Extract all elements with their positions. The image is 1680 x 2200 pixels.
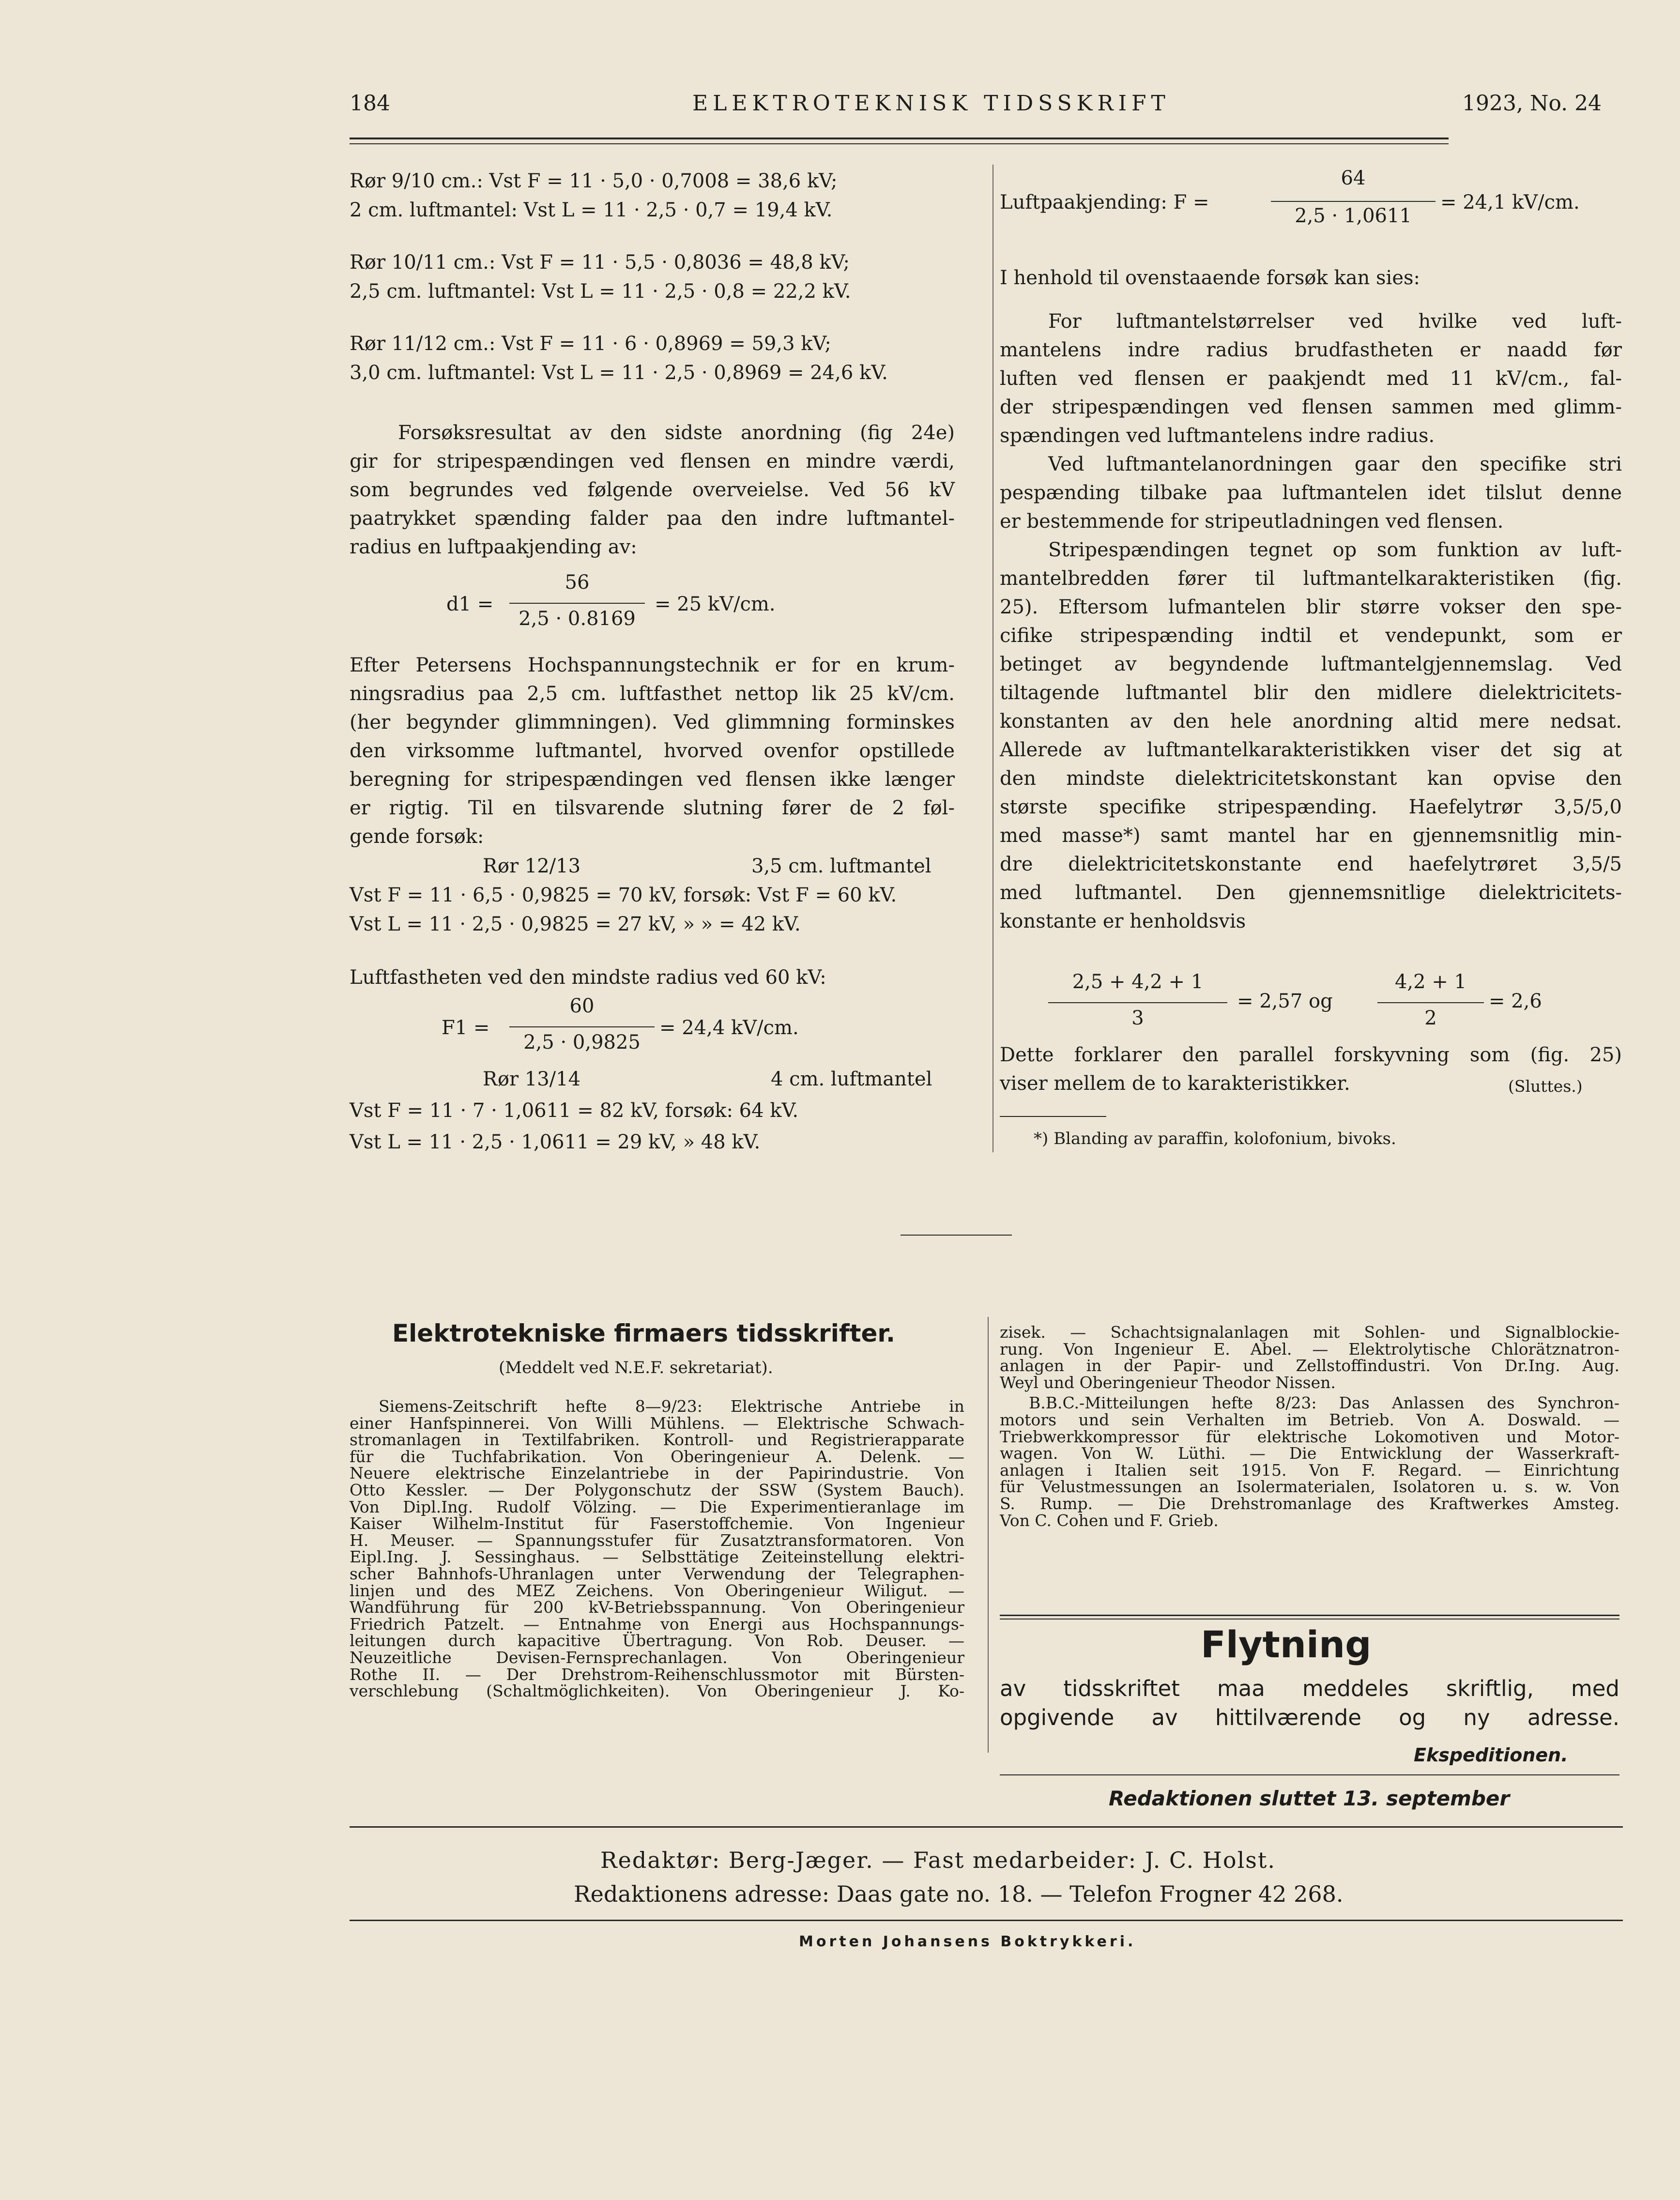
column-divider-lower: [988, 1317, 989, 1753]
notice-signature: Ekspeditionen.: [1414, 1744, 1568, 1766]
formula-rhs: = 24,1 kV/cm.: [1440, 191, 1580, 214]
text-line: Efter Petersens Hochspannungstechnik er for en krum-: [350, 654, 955, 676]
text-line: der stripespændingen ved flensen sammen med glimm-: [1000, 396, 1622, 418]
text-line: viser mellem de to karakteristikker.: [1000, 1072, 1350, 1095]
text-line: 25). Eftersom lufmantelen blir større vokser den spe-: [1000, 596, 1622, 618]
text-line: H. Meuser. — Spannungsstufer für Zusatztransformatoren. Von: [350, 1530, 964, 1550]
formula-denominator: 2,5 · 0.8169: [519, 608, 636, 630]
test-tube: Rør 12/13: [483, 855, 581, 877]
notice-body: [1000, 1674, 1619, 1732]
text-line: wagen. Von W. Lüthi. — Die Entwicklung der Wasserkraft-: [1000, 1444, 1619, 1463]
text-line: Eipl.Ing. J. Sessinghaus. — Selbsttätige Zeiteinstellung elektri-: [350, 1547, 964, 1567]
text-line: Stripespændingen tegnet op som funktion av luft-: [1048, 539, 1622, 561]
text-line: Friedrich Patzelt. — Entnahme von Energi aus Hochspannungs-: [350, 1614, 964, 1634]
text-line: Neuere elektrische Einzelantriebe in der Papirindustrie. Von: [350, 1464, 964, 1483]
test-line: Vst L = 11 · 2,5 · 0,9825 = 27 kV, » » = 42 kV.: [350, 913, 801, 935]
text-line: rung. Von Ingenieur E. Abel. — Elektrolytische Chlorätznatron-: [1000, 1339, 1619, 1359]
footnote-rule: [1000, 1116, 1106, 1117]
text-line: som begrundes ved følgende overveielse. Ved 56 kV: [350, 479, 955, 501]
formula-lhs: F1 =: [442, 1017, 490, 1039]
formula-numerator: 64: [1341, 167, 1366, 189]
text-line: konstante er henholdsvis: [1000, 910, 1246, 932]
text-line: cifike stripespænding indtil et vendepunkt, som er: [1000, 625, 1622, 647]
text-line: zisek. — Schachtsignalanlagen mit Sohlen- und Signalblockie-: [1000, 1323, 1619, 1342]
test-mantel: 4 cm. luftmantel: [771, 1068, 932, 1090]
text-line: anlagen i Italien seit 1915. Von F. Regard. — Einrichtung: [1000, 1460, 1619, 1480]
formula-numerator: 4,2 + 1: [1394, 971, 1466, 993]
text-line: ningsradius paa 2,5 cm. luftfasthet nettop lik 25 kV/cm.: [350, 683, 955, 705]
text-line: med luftmantel. Den gjennemsnitlige dielektricitets-: [1000, 882, 1622, 904]
formula-lhs: Luftpaakjending: F =: [1000, 191, 1209, 214]
text-line: Dette forklarer den parallel forskyvning som (fig. 25): [1000, 1044, 1622, 1066]
firms-subtitle: (Meddelt ved N.E.F. sekretariat).: [499, 1358, 773, 1377]
text-line: gende forsøk:: [350, 825, 484, 848]
text-line: einer Hanfspinnerei. Von Willi Mühlens. — Elektrische Schwach-: [350, 1413, 964, 1433]
formula-numerator: 2,5 + 4,2 + 1: [1072, 971, 1204, 993]
formula-denominator: 2,5 · 0,9825: [523, 1031, 641, 1054]
text-line: linjen und des MEZ Zeichens. Von Oberingenieur Wiligut. —: [350, 1581, 964, 1600]
text-line: av tidsskriftet maa meddeles skriftlig, med: [1000, 1676, 1619, 1701]
formula-lhs: d1 =: [446, 593, 494, 615]
text-line: Von C. Cohen und F. Grieb.: [1000, 1511, 1219, 1530]
fraction-bar: [1048, 1002, 1227, 1003]
calc-line: Rør 10/11 cm.: Vst F = 11 · 5,5 · 0,8036 = 48,8 kV;: [350, 251, 850, 274]
page-number: 184: [350, 91, 390, 116]
formula-denominator: 2,5 · 1,0611: [1295, 205, 1412, 227]
formula-rhs: = 2,6: [1489, 990, 1542, 1012]
text-line: dre dielektricitetskonstante end haefelytrøret 3,5/5: [1000, 853, 1622, 875]
text-line: beregning for stripespændingen ved flensen ikke længer: [350, 768, 955, 791]
text-line: Wandführung für 200 kV-Betriebsspannung. Von Oberingenieur: [350, 1598, 964, 1617]
paragraph: [350, 419, 955, 562]
notice-rule-bottom: [1000, 1774, 1619, 1775]
formula-numerator: 60: [569, 995, 595, 1017]
text-line: Von Dipl.Ing. Rudolf Völzing. — Die Experimentieranlage im: [350, 1497, 964, 1516]
text-line: tiltagende luftmantel blir den midlere dielektricitets-: [1000, 682, 1622, 704]
text-line: opgivende av hittilværende og ny adresse.: [1000, 1705, 1619, 1730]
editor-line: Redaktør: Berg-Jæger. — Fast medarbeider: J. C. Holst.: [600, 1847, 1276, 1873]
text-line: luften ved flensen er paakjendt med 11 kV/cm., fal-: [1000, 367, 1622, 390]
calc-line: Rør 11/12 cm.: Vst F = 11 · 6 · 0,8969 = 59,3 kV;: [350, 333, 831, 355]
formula-rhs: = 24,4 kV/cm.: [659, 1017, 799, 1039]
firms-title: Elektrotekniske firmaers tidsskrifter.: [392, 1319, 895, 1347]
text-line: (her begynder glimmningen). Ved glimmning forminskes: [350, 711, 955, 733]
calc-line: 2,5 cm. luftmantel: Vst L = 11 · 2,5 · 0,8 = 22,2 kV.: [350, 280, 851, 303]
text-line: er bestemmende for stripeutladningen ved flensen.: [1000, 510, 1504, 533]
text-line: Weyl und Oberingenieur Theodor Nissen.: [1000, 1373, 1336, 1392]
text-line: med masse*) samt mantel har en gjennemsnitlig min-: [1000, 825, 1622, 847]
text-line: pespænding tilbake paa luftmantelen idet tilslut denne: [1000, 482, 1622, 504]
text-line: For luftmantelstørrelser ved hvilke ved luft-: [1048, 310, 1622, 333]
test-line: Vst F = 11 · 6,5 · 0,9825 = 70 kV, forsøk: Vst F = 60 kV.: [350, 884, 897, 906]
fraction-bar: [1377, 1002, 1484, 1003]
section-separator: [901, 1235, 1012, 1236]
formula-rhs: = 25 kV/cm.: [655, 593, 776, 615]
text-line: mantelens indre radius brudfastheten er naadd før: [1000, 339, 1622, 361]
text-line: motors und sein Verhalten im Betrieb. Von A. Doswald. —: [1000, 1410, 1619, 1429]
test-tube: Rør 13/14: [483, 1068, 581, 1090]
text-line: Forsøksresultat av den sidste anordning (fig 24e): [398, 422, 955, 444]
calc-line: 3,0 cm. luftmantel: Vst L = 11 · 2,5 · 0,8969 = 24,6 kV.: [350, 362, 888, 384]
text-line: B.B.C.-Mitteilungen hefte 8/23: Das Anlassen des Synchron-: [1029, 1393, 1619, 1413]
issue-label: 1923, No. 24: [1462, 91, 1602, 116]
text-line: scher Bahnhofs-Uhranlagen unter Verwendung der Telegraphen-: [350, 1564, 964, 1583]
calc-line: Rør 9/10 cm.: Vst F = 11 · 5,0 · 0,7008 = 38,6 kV;: [350, 170, 838, 192]
notice-rule: [1000, 1615, 1619, 1616]
text-line: Rothe II. — Der Drehstrom-Reihenschlussmotor mit Bürsten-: [350, 1665, 964, 1684]
text-line: den virksomme luftmantel, hvorved ovenfor opstillede: [350, 740, 955, 762]
text-line: Siemens-Zeitschrift hefte 8—9/23: Elektrische Antriebe in: [379, 1397, 964, 1416]
formula-denominator: 2: [1424, 1007, 1437, 1029]
paragraph: [1000, 307, 1622, 936]
text-line: Luftfastheten ved den mindste radius ved 60 kV:: [350, 966, 826, 989]
fraction-bar: [1271, 201, 1436, 202]
text-line: für Velustmessungen an Isolermaterialen, Isolatoren u. s. w. Von: [1000, 1477, 1619, 1497]
footer-rule: [350, 1826, 1623, 1828]
text-line: betinget av begyndende luftmantelgjennemslag. Ved: [1000, 653, 1622, 675]
text-line: für die Tuchfabrikation. Von Oberingenieur A. Delenk. —: [350, 1447, 964, 1466]
text-line: mantelbredden fører til luftmantelkarakteristiken (fig.: [1000, 567, 1622, 590]
formula-numerator: 56: [565, 571, 590, 594]
text-line: største specifike stripespænding. Haefelytrør 3,5/5,0: [1000, 796, 1622, 818]
text-line: S. Rump. — Die Drehstromanlage des Kraftwerkes Amsteg.: [1000, 1494, 1619, 1513]
test-line: Vst L = 11 · 2,5 · 1,0611 = 29 kV, » 48 kV.: [350, 1131, 761, 1153]
paragraph: [350, 651, 955, 851]
printer-line: Morten Johansens Boktrykkeri.: [799, 1933, 1136, 1950]
footnote: *) Blanding av paraffin, kolofonium, bivoks.: [1034, 1129, 1396, 1148]
text-line: Allerede av luftmantelkarakteristikken viser det sig at: [1000, 739, 1622, 761]
footer-rule-bottom: [350, 1920, 1623, 1921]
test-line: Vst F = 11 · 7 · 1,0611 = 82 kV, forsøk: 64 kV.: [350, 1100, 799, 1122]
journal-title: ELEKTROTEKNISK TIDSSKRIFT: [692, 91, 1170, 116]
text-line: Ved luftmantelanordningen gaar den specifike stri: [1048, 453, 1622, 475]
text-line: I henhold til ovenstaaende forsøk kan sies:: [1000, 267, 1420, 289]
firms-right-list: [1000, 1324, 1619, 1529]
text-line: anlagen in der Papir- und Zellstoffindustri. Von Dr.Ing. Aug.: [1000, 1356, 1619, 1375]
text-line: Neuzeitliche Devisen-Fernsprechanlagen. Von Oberingenieur: [350, 1648, 964, 1667]
text-line: Kaiser Wilhelm-Institut für Faserstoffchemie. Von Ingenieur: [350, 1514, 964, 1533]
address-line: Redaktionens adresse: Daas gate no. 18. — Telefon Frogner 42 268.: [574, 1881, 1344, 1907]
text-line: paatrykket spænding falder paa den indre luftmantel-: [350, 507, 955, 530]
formula-middle: = 2,57 og: [1237, 990, 1333, 1012]
text-line: Triebwerkkompressor für elektrische Lokomotiven und Motor-: [1000, 1427, 1619, 1446]
text-line: radius en luftpaakjending av:: [350, 536, 637, 558]
formula-denominator: 3: [1131, 1007, 1144, 1029]
text-line: gir for stripespændingen ved flensen en mindre værdi,: [350, 450, 955, 473]
fraction-bar: [509, 1026, 655, 1027]
text-line: leitungen durch kapacitive Übertragung. Von Rob. Deuser. —: [350, 1631, 964, 1650]
text-line: stromanlagen in Textilfabriken. Kontroll- und Registrierapparate: [350, 1430, 964, 1450]
text-line: spændingen ved luftmantelens indre radius.: [1000, 425, 1435, 447]
firms-left-list: [350, 1398, 964, 1700]
closing-note: Redaktionen sluttet 13. september: [1109, 1787, 1510, 1810]
text-line: Otto Kessler. — Der Polygonschutz der SSW (System Bauch).: [350, 1480, 964, 1499]
text-line: er rigtig. Til en tilsvarende slutning fører de 2 føl-: [350, 797, 955, 819]
continued-note: (Sluttes.): [1508, 1077, 1583, 1096]
header-rule: [350, 138, 1449, 139]
header-rule-thin: [350, 143, 1449, 144]
test-mantel: 3,5 cm. luftmantel: [751, 855, 932, 877]
fraction-bar: [509, 603, 645, 604]
text-line: verschlebung (Schaltmöglichkeiten). Von Oberingenieur J. Ko-: [350, 1681, 964, 1701]
text-line: konstanten av den hele anordning altid mere nedsat.: [1000, 710, 1622, 733]
notice-title: Flytning: [1201, 1623, 1372, 1666]
calc-line: 2 cm. luftmantel: Vst L = 11 · 2,5 · 0,7 = 19,4 kV.: [350, 199, 833, 221]
text-line: den mindste dielektricitetskonstant kan opvise den: [1000, 767, 1622, 790]
